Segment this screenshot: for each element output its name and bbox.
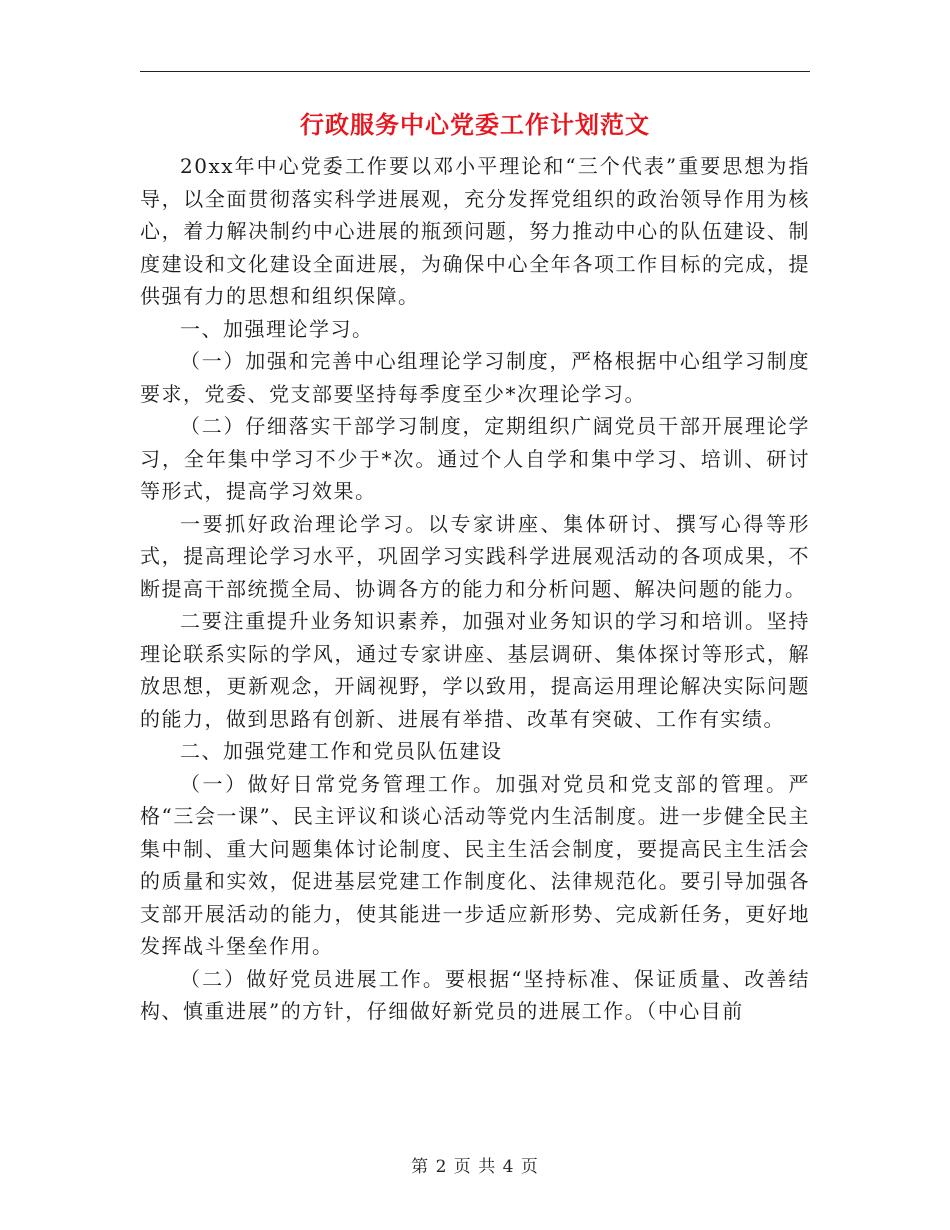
paragraph-intro: 20xx年中心党委工作要以邓小平理论和“三个代表”重要思想为指导，以全面贯彻落实科学进展观，充分发挥党组织的政治领导作用为核心，着力解决制约中心进展的瓶颈问题，努力推动中心的队伍建设、制度建设和文化建设全面进展，为确保中心全年各项工作目标的完成，提供强有力的思想和组织保障。 bbox=[140, 154, 810, 308]
paragraph: （二）仔细落实干部学习制度，定期组织广阔党员干部开展理论学习，全年集中学习不少于*次。通过个人自学和集中学习、培训、研讨等形式，提高学习效果。 bbox=[140, 414, 810, 503]
header-rule bbox=[140, 71, 810, 72]
paragraph: （二）做好党员进展工作。要根据“坚持标准、保证质量、改善结构、慎重进展”的方针，仔细做好新党员的进展工作。（中心目前 bbox=[140, 966, 810, 1023]
document-body bbox=[140, 150, 810, 1028]
paragraph: （一）加强和完善中心组理论学习制度，严格根据中心组学习制度要求，党委、党支部要坚持每季度至少*次理论学习。 bbox=[140, 349, 810, 406]
paragraph: 二要注重提升业务知识素养，加强对业务知识的学习和培训。坚持理论联系实际的学风，通过专家讲座、基层调研、集体探讨等形式，解放思想，更新观念，开阔视野，学以致用，提高运用理论解决实际问题的能力，做到思路有创新、进展有举措、改革有突破、工作有实绩。 bbox=[140, 609, 810, 731]
document-title: 行政服务中心党委工作计划范文 bbox=[300, 111, 650, 139]
page-footer: 第 2 页 共 4 页 bbox=[411, 1157, 539, 1177]
paragraph: 一要抓好政治理论学习。以专家讲座、集体研讨、撰写心得等形式，提高理论学习水平，巩固学习实践科学进展观活动的各项成果，不断提高干部统揽全局、协调各方的能力和分析问题、解决问题的能力。 bbox=[140, 511, 810, 601]
paragraph: （一）做好日常党务管理工作。加强对党员和党支部的管理。严格“三会一课”、民主评议和谈心活动等党内生活制度。进一步健全民主集中制、重大问题集体讨论制度、民主生活会制度，要提高民主生活会的质量和实效，促进基层党建工作制度化、法律规范化。要引导加强各支部开展活动的能力，使其能进一步适应新形势、完成新任务，更好地发挥战斗堡垒作用。 bbox=[140, 771, 810, 958]
section-heading-1: 一、加强理论学习。 bbox=[180, 316, 374, 341]
section-heading-2: 二、加强党建工作和党员队伍建设 bbox=[180, 739, 503, 763]
